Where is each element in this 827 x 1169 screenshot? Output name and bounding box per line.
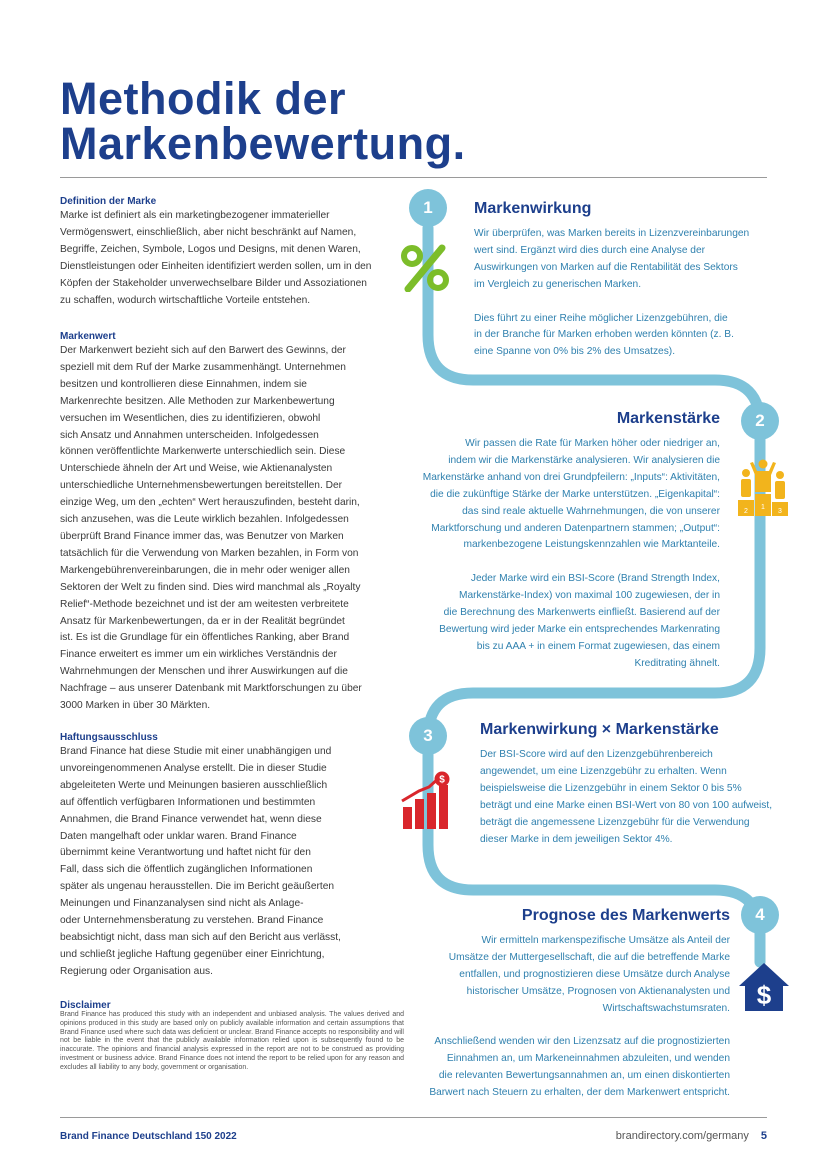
text-line: Regierung oder Organisation aus. (60, 965, 213, 977)
text-line: in der Branche für Marken erhoben werden könnten (z. B. (474, 329, 734, 341)
step-4-badge: 4 (741, 896, 779, 934)
text-line: ist. Es ist die Grundlage für ein öffentliches Ranking, aber Brand (60, 632, 350, 644)
footer-url[interactable]: brandirectory.com/germany (615, 1130, 749, 1142)
text-line: die relevanten Bewertungsannahmen an, um einen diskontierten (438, 1070, 730, 1082)
text-line: Sektoren der Welt zu finden sind. Dies wird manchmal als „Royalty (60, 581, 361, 593)
text-line: beispielsweise die Lizenzgebühr in einem Sektor 0 bis 5% (480, 782, 742, 794)
text-line: versuchen im Wesentlichen, dies zu identifizieren, obwohl (60, 412, 321, 424)
text-line: Wir ermitteln markenspezifische Umsätze als Anteil der (481, 935, 730, 946)
text-line: Markenstärke anhand von drei Grundpfeilern: „Inputs“: Aktivitäten, (422, 471, 720, 483)
podium-icon (737, 458, 789, 518)
text-line: Annahmen, die Brand Finance verwendet hat, wenn diese (60, 813, 322, 825)
bar-growth-dollar: $ (439, 774, 445, 786)
text-line: bis zu AAA + in einem Format zugewiesen, das einem (476, 640, 720, 652)
text-line: markenbezogene Leistungskennzahlen wie Marktanteile. (463, 539, 720, 551)
text-line: Finance erweitert es immer um ein wirkliches Verständnis der (60, 649, 337, 661)
text-line: die Berechnung des Markenwerts einfließt. Basierend auf der (443, 607, 720, 619)
step-3-heading: Markenwirkung × Markenstärke (480, 721, 719, 738)
text-line: und schließt jegliche Haftung gegenüber einer Einrichtung, (60, 948, 325, 960)
text-line: das sind reale aktuelle Wahrnehmungen, die von unserer (462, 505, 720, 517)
disclaimer-text: Brand Finance has produced this study with an independent and unbiased analysis. The values derived and opinions produced in this study are based only on publicly available information and certain assumptions that Brand Finance used where such data was deficient or unclear. Brand Finance accepts no responsibility and will not be liable in the event that the publicly available information relied upon is subsequently found to be inaccurate. The opinions and financial analysis expressed in the report are not to be construed as providing investment or business advice. Brand Finance does not intend the report to be relied upon for any reason and excludes all liability to any body, government or organisation. (60, 1011, 404, 1071)
house-dollar-icon (737, 960, 791, 1014)
text-line: Fall, dass sich die öffentlich zugänglichen Informationen (60, 864, 313, 876)
percent-icon (398, 244, 458, 292)
podium-label-2: 2 (744, 508, 748, 515)
bottom-divider (60, 1117, 767, 1118)
text-line: beabsichtigt nicht, dass man sich auf den Bericht aus verlässt, (60, 931, 341, 943)
text-line: dieser Marke in dem jeweiligen Sektor 4%. (480, 833, 673, 845)
text-line: besitzen und kontrollieren diese Einnahmen, indem sie (60, 378, 307, 390)
step-3 (480, 721, 780, 848)
text-line: überprüft Brand Finance immer das, was Benutzer von Marken (60, 530, 344, 542)
text-line: entfallen, und prognostizieren diese Umsätze durch Analyse (459, 968, 730, 980)
text-line: beträgt und eine Marke einen BSI-Wert von 80 von 100 aufweist, (480, 799, 773, 811)
text-line: eine Spanne von 0% bis 2% des Umsatzes). (474, 346, 676, 358)
bar-growth-icon (399, 771, 455, 831)
footer-right (616, 1130, 767, 1142)
step-1-heading: Markenwirkung (474, 200, 592, 217)
step-1 (474, 200, 774, 361)
text-line: Jeder Marke wird ein BSI-Score (Brand Strength Index, (470, 573, 720, 585)
text-line: Nachfrage – aus unserer Datenbank mit Marktforschungen zu über (60, 683, 362, 695)
step-2-heading: Markenstärke (616, 410, 720, 427)
text-line: wert sind. Ergänzt wird dies durch eine Analyse der (474, 244, 706, 256)
text-line: Wir passen die Rate für Marken höher oder niedriger an, (465, 438, 720, 449)
step-4 (410, 907, 730, 1102)
podium-label-1: 1 (761, 504, 765, 511)
text-line: Köpfen der Stakeholder unverwechselbare Bilder und Assoziationen (60, 277, 367, 289)
step-2 (410, 410, 720, 673)
text-line: können veröffentlichte Markenwerte unterschiedlich sein. Diese (60, 446, 346, 458)
haftung-heading: Haftungsausschluss (60, 732, 158, 743)
markenwert-heading: Markenwert (60, 331, 116, 342)
text-line: die die zukünftige Stärke der Marke unterstützen. „Eigenkapital“: (430, 488, 720, 500)
step-3-badge: 3 (409, 717, 447, 755)
text-line: unvoreingenommenen Analyse erstellt. Die in dieser Studie (60, 762, 327, 774)
text-line: unterschiedliche Unternehmensbewertungen bereitstellen. Der (60, 480, 343, 492)
text-line: Auswirkungen von Marken auf die Rentabilität des Sektors (474, 261, 738, 273)
text-line: übernimmt keine Verantwortung und haftet nicht für den (60, 847, 311, 859)
text-line: sich anzusehen, was die Leute wirklich bezahlen. Infolgedessen (60, 514, 349, 526)
text-line: Ansatz für Markenbewertungen, da er in der Realität begründet (60, 615, 345, 627)
text-line: angewendet, um eine Lizenzgebühr zu erhalten. Wenn (480, 765, 727, 777)
text-line: Daten mangelhaft oder unklar waren. Brand Finance (60, 830, 297, 842)
step-4-para-1 (410, 933, 730, 1018)
text-line: sich Ansatz und Annahmen unterscheiden. Infolgedessen (60, 429, 319, 441)
step-2-badge: 2 (741, 402, 779, 440)
text-line: historischer Umsätze, Prognosen von Aktienanalysten und (466, 985, 730, 997)
text-line: einzige Weg, um den „echten“ Wert herauszufinden, besteht darin, (60, 497, 360, 509)
text-line: Relief“-Methode bezeichnet und ist der am weitesten verbreitete (60, 598, 349, 610)
step-1-para-1 (474, 226, 774, 294)
definition-heading: Definition der Marke (60, 196, 157, 207)
text-line: speziell mit dem Ruf der Marke zusammenhängt. Unternehmen (60, 361, 346, 373)
text-line: Vermögenswert, einschließlich, aber nicht beschränkt auf Namen, (60, 226, 357, 238)
text-line: Meinungen und Finanzanalysen sind nicht als Anlage- (60, 898, 304, 910)
text-line: Dienstleistungen oder Einheiten identifiziert werden sollen, um in den (60, 260, 372, 272)
text-line: 3000 Marken in über 30 Märkten. (60, 700, 211, 712)
text-line: Einnahmen an, um Markeneinnahmen abzuleiten, und wenden (446, 1053, 730, 1065)
page-number: 5 (760, 1130, 767, 1142)
text-line: Der Markenwert bezieht sich auf den Barwert des Gewinns, der (60, 345, 346, 356)
text-line: tatsächlich für die Verwendung von Marken bezahlen, in Form von (60, 547, 359, 559)
title-line-2: Markenbewertung. (60, 118, 466, 169)
text-line: auf öffentlich verfügbaren Informationen und bestimmten (60, 796, 316, 808)
text-line: zu schaffen, wodurch wirtschaftliche Vorteile entstehen. (60, 294, 311, 306)
text-line: Markenstärke-Index) von maximal 100 zugewiesen, der in (458, 590, 720, 602)
text-line: Markengebührenvereinbarungen, die in mehr oder weniger allen (60, 564, 350, 576)
text-line: Wahrnehmungen der Menschen und ihrer Auswirkungen auf die (60, 666, 348, 678)
text-line: abgeleiteten Werte und Meinungen basieren ausschließlich (60, 779, 328, 791)
text-line: Markenrechte besitzen. Alle Methoden zur Markenbewertung (60, 395, 335, 407)
text-line: Barwert nach Steuern zu erhalten, der dem Markenwert entspricht. (429, 1087, 730, 1099)
text-line: oder Unternehmensberatung zu verstehen. Brand Finance (60, 915, 324, 927)
text-line: im Vergleich zu generischen Marken. (474, 278, 642, 290)
step-2-para-2 (410, 571, 720, 672)
house-dollar-sign: $ (756, 980, 772, 1010)
text-line: Marktforschung und anderen Datenpartnern stammen; „Output“: (431, 522, 720, 534)
disclaimer-heading: Disclaimer (60, 1000, 111, 1011)
text-line: Marke ist definiert als ein marketingbezogener immaterieller (60, 210, 330, 221)
text-line: Der BSI-Score wird auf den Lizenzgebührenbereich (480, 749, 713, 760)
footer-publication: Brand Finance Deutschland 150 2022 (60, 1131, 237, 1142)
step-2-para-1 (410, 436, 720, 554)
text-line: Unterschiede ähneln der Art und Weise, wie Aktienanalysten (60, 463, 333, 475)
text-line: Anschließend wenden wir den Lizenzsatz auf die prognostizierten (434, 1036, 730, 1048)
step-1-badge: 1 (409, 189, 447, 227)
text-line: Wir überprüfen, was Marken bereits in Lizenzvereinbarungen (474, 228, 750, 239)
text-line: Umsätze der Muttergesellschaft, die auf die betreffende Marke (448, 951, 730, 963)
podium-label-3: 3 (778, 508, 782, 515)
title-line-1: Methodik der (60, 73, 347, 124)
step-3-para-1 (480, 747, 780, 848)
step-1-para-2 (474, 311, 774, 362)
text-line: Dies führt zu einer Reihe möglicher Lizenzgebühren, die (474, 312, 728, 324)
text-line: indem wir die Markenstärke analysieren. Wir analysieren die (448, 454, 720, 466)
text-line: Bewertung wird jeder Marke ein entsprechendes Markenrating (439, 623, 720, 635)
text-line: Begriffe, Zeichen, Symbole, Logos und Designs, mit denen Waren, (60, 243, 361, 255)
text-line: beträgt die angemessene Lizenzgebühr für die Verwendung (480, 816, 750, 828)
step-4-para-2 (410, 1034, 730, 1102)
text-line: Kreditrating ähnelt. (634, 657, 720, 669)
step-4-heading: Prognose des Markenwerts (521, 907, 730, 924)
text-line: Brand Finance hat diese Studie mit einer unabhängigen und (60, 746, 332, 757)
text-line: später als ungenau herausstellen. Die im Bericht geäußerten (60, 881, 335, 893)
text-line: Wirtschaftswachstumsraten. (602, 1002, 730, 1014)
